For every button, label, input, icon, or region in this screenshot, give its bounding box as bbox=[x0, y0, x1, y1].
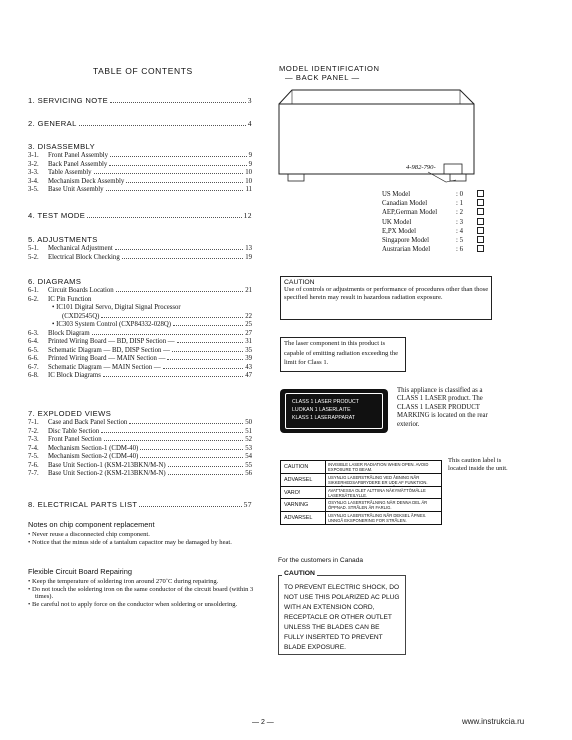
toc-entry-text: Printed Wiring Board — MAIN Section — bbox=[48, 355, 166, 362]
toc-entry bbox=[28, 169, 252, 178]
toc-entry-number: 7-7. bbox=[28, 470, 39, 477]
toc-entry bbox=[28, 436, 252, 445]
toc-entry-text: • IC101 Digital Servo, Digital Signal Processor bbox=[52, 304, 181, 311]
flex-notes-list bbox=[28, 578, 256, 608]
canada-heading: For the customers in Canada bbox=[278, 557, 364, 564]
laser-label-lines bbox=[292, 398, 359, 422]
toc-entry-number: 6-8. bbox=[28, 372, 39, 379]
toc-section-5-list bbox=[28, 245, 252, 262]
laser-label-line: KLASS 1 LASERAPPARAT bbox=[292, 415, 355, 421]
toc-entry-number: 3-3. bbox=[28, 169, 39, 176]
warning-label-text: USYNLIG LASERSTRÅLING NÅR DEKSEL ÅPNES. UNNGÅ EKSPONERING FOR STRÅLEN. bbox=[328, 512, 427, 523]
model-row bbox=[382, 208, 484, 217]
toc-entry-text: Mechanism Deck Assembly bbox=[48, 177, 125, 185]
model-code: : 2 bbox=[456, 209, 463, 217]
toc-entry-text: Base Unit Section-1 (KSM-213BKN/M-N) bbox=[48, 461, 166, 469]
toc-entry bbox=[28, 245, 252, 254]
toc-entry-text: Mechanical Adjustment bbox=[48, 245, 113, 252]
model-name: Canadian Model bbox=[382, 200, 428, 208]
toc-entry-text: Printed Wiring Board — BD, DISP Section — bbox=[48, 338, 175, 345]
note-item: • Never reuse a disconnected chip component. bbox=[28, 531, 150, 538]
dot-leader bbox=[163, 368, 244, 369]
toc-entry-page: 39 bbox=[245, 355, 252, 362]
checkbox-square-icon bbox=[477, 199, 484, 206]
laser-component-box bbox=[280, 337, 406, 372]
note-item: • Keep the temperature of soldering iron around 270˚C during repairing. bbox=[28, 578, 219, 585]
toc-title: TABLE OF CONTENTS bbox=[93, 66, 193, 76]
toc-entry-number: 3-1. bbox=[28, 152, 39, 159]
dot-leader bbox=[177, 342, 244, 343]
warning-label-row bbox=[281, 511, 441, 524]
toc-entry-number: 3-2. bbox=[28, 160, 39, 168]
model-row bbox=[382, 199, 484, 208]
class1-laser-label bbox=[280, 389, 388, 433]
toc-section-5-title: 5. ADJUSTMENTS bbox=[28, 235, 98, 244]
toc-section-6-title: 6. DIAGRAMS bbox=[28, 277, 82, 286]
toc-page: 12 bbox=[243, 211, 252, 220]
toc-entry-text: Mechanism Section-2 (CDM-40) bbox=[48, 453, 139, 460]
toc-section-8 bbox=[28, 501, 252, 510]
dot-leader bbox=[110, 156, 247, 157]
warning-label-heading: ADVARSEL bbox=[284, 514, 313, 521]
toc-entry bbox=[28, 419, 252, 428]
model-row bbox=[382, 236, 484, 245]
toc-section-title: 1. SERVICING NOTE bbox=[28, 96, 109, 105]
toc-entry-text: Electrical Block Checking bbox=[48, 253, 120, 261]
dot-leader bbox=[94, 173, 244, 174]
toc-entry bbox=[28, 364, 252, 373]
note-item: • Do not touch the soldering iron on the same conductor of the circuit board (within 3 times). bbox=[28, 585, 254, 601]
laser-component-text: The laser component in this product is capable of emitting radiation exceeding the limit for Class 1. bbox=[284, 340, 399, 367]
toc-entry-number: 6-7. bbox=[28, 363, 39, 371]
chip-notes-title: Notes on chip component replacement bbox=[28, 520, 155, 529]
toc-entry-text: Front Panel Section bbox=[48, 436, 102, 443]
warning-label-divider bbox=[325, 461, 326, 473]
toc-entry-text: Schematic Diagram — BD, DISP Section — bbox=[48, 346, 170, 354]
toc-entry-page: 50 bbox=[245, 419, 252, 426]
dot-leader bbox=[140, 457, 243, 458]
caution-box-title: CAUTION bbox=[284, 279, 315, 286]
toc-section-1 bbox=[28, 97, 252, 106]
toc-entry-number: 6-1. bbox=[28, 287, 39, 294]
warning-label-row bbox=[281, 473, 441, 486]
toc-entry bbox=[28, 313, 252, 322]
toc-entry-number: 6-4. bbox=[28, 338, 39, 345]
toc-entry bbox=[28, 161, 252, 170]
toc-entry bbox=[28, 462, 252, 471]
toc-entry-text: (CXD2545Q) bbox=[62, 312, 100, 320]
laser-label-line: CLASS 1 LASER PRODUCT bbox=[292, 399, 359, 405]
toc-entry bbox=[28, 338, 252, 347]
checkbox-square-icon bbox=[477, 190, 484, 197]
toc-entry-page: 55 bbox=[245, 461, 252, 469]
checkbox-square-icon bbox=[477, 227, 484, 234]
model-name: US Model bbox=[382, 191, 411, 198]
toc-entry-page: 27 bbox=[245, 329, 252, 337]
toc-entry bbox=[28, 296, 252, 305]
toc-page: 4 bbox=[247, 119, 252, 128]
toc-entry-number: 7-5. bbox=[28, 453, 39, 460]
toc-section-6-list bbox=[28, 287, 252, 381]
toc-entry-page: 53 bbox=[245, 444, 252, 452]
toc-entry-page: 31 bbox=[245, 338, 252, 345]
model-row bbox=[382, 227, 484, 236]
toc-entry-text: Table Assembly bbox=[48, 169, 92, 176]
model-name: Austrarian Model bbox=[382, 246, 431, 254]
toc-entry-number: 5-2. bbox=[28, 253, 39, 261]
warning-label-heading: CAUTION bbox=[284, 464, 309, 470]
toc-entry-page: 52 bbox=[245, 436, 252, 443]
canada-caution-title: CAUTION bbox=[284, 570, 315, 577]
dot-leader bbox=[126, 182, 243, 183]
toc-entry-page: 47 bbox=[245, 372, 252, 379]
dot-leader bbox=[115, 249, 243, 250]
back-panel-drawing bbox=[278, 84, 478, 194]
toc-entry-number: 3-5. bbox=[28, 186, 39, 193]
dot-leader bbox=[140, 449, 243, 450]
checkbox-square-icon bbox=[477, 245, 484, 252]
toc-entry-text: IC Pin Function bbox=[48, 295, 92, 303]
toc-entry-page: 35 bbox=[245, 346, 252, 354]
warning-label-row bbox=[281, 461, 441, 473]
model-code: : 1 bbox=[456, 200, 463, 208]
dot-leader bbox=[103, 376, 243, 377]
dot-leader bbox=[167, 359, 243, 360]
toc-entry-page: 9 bbox=[248, 152, 252, 159]
dot-leader bbox=[101, 317, 243, 318]
toc-section-7-title: 7. EXPLODED VIEWS bbox=[28, 409, 112, 418]
toc-entry-number: 5-1. bbox=[28, 245, 39, 252]
model-name: Singapore Model bbox=[382, 236, 430, 244]
toc-page: 57 bbox=[243, 500, 252, 509]
toc-entry-text: Circuit Boards Location bbox=[48, 287, 114, 294]
toc-page: 3 bbox=[247, 96, 252, 105]
warning-label-divider bbox=[325, 512, 326, 524]
caution-box bbox=[280, 276, 492, 320]
toc-entry-text: Case and Back Panel Section bbox=[48, 419, 128, 426]
toc-section-4 bbox=[28, 212, 252, 221]
toc-entry-number: 7-6. bbox=[28, 461, 39, 469]
model-code: : 3 bbox=[456, 218, 463, 226]
warning-label-caption: This caution label is located inside the unit. bbox=[448, 457, 508, 473]
toc-section-2 bbox=[28, 120, 252, 129]
model-row bbox=[382, 190, 484, 199]
toc-entry-page: 54 bbox=[245, 453, 252, 460]
warning-label-text: OSYNLIG LASERSTRÅLNING NÄR DENNA DEL ÄR ÖPPNAD. STRÅLEN ÄR FARLIG. bbox=[328, 500, 428, 511]
canada-caution-box bbox=[278, 570, 406, 655]
dot-leader bbox=[101, 432, 243, 433]
toc-entry-number: 6-3. bbox=[28, 329, 39, 337]
dot-leader bbox=[172, 351, 243, 352]
dot-leader bbox=[109, 165, 246, 166]
warning-label-text: INVISIBLE LASER RADIATION WHEN OPEN. AVOID EXPOSURE TO BEAM. bbox=[328, 462, 429, 472]
toc-entry bbox=[28, 186, 252, 195]
dot-leader bbox=[122, 258, 243, 259]
toc-section-7-list bbox=[28, 419, 252, 479]
toc-entry-page: 10 bbox=[245, 169, 252, 176]
toc-entry-page: 56 bbox=[245, 470, 252, 477]
chip-notes-list bbox=[28, 531, 256, 546]
toc-entry bbox=[28, 445, 252, 454]
warning-label-row bbox=[281, 498, 441, 511]
warning-label-text: AVATTAESSA OLET ALTTIINA NÄKYMÄTTÖMÄLLE LASERSÄTEILYLLE. bbox=[328, 487, 426, 498]
model-code: : 5 bbox=[456, 236, 463, 244]
warning-label-heading: VARNING bbox=[284, 502, 309, 509]
laser-warning-label bbox=[280, 460, 442, 525]
dot-leader bbox=[129, 423, 243, 424]
warning-label-heading: ADVARSEL bbox=[284, 477, 313, 484]
toc-entry-text: Disc Table Section bbox=[48, 427, 100, 435]
toc-entry bbox=[28, 470, 252, 479]
dot-leader bbox=[104, 440, 244, 441]
note-item: • Notice that the minus side of a tantalum capacitor may be damaged by heat. bbox=[28, 538, 232, 546]
toc-entry-text: Back Panel Assembly bbox=[48, 160, 108, 168]
part-number: 4-982-790- bbox=[406, 164, 436, 171]
toc-entry-text: IC Block Diagrams bbox=[48, 372, 101, 379]
toc-entry-page: 25 bbox=[245, 321, 252, 328]
model-id-subtitle: — BACK PANEL — bbox=[285, 73, 360, 82]
toc-entry-text: Base Unit Section-2 (KSM-213BKN/M-N) bbox=[48, 470, 166, 477]
toc-entry bbox=[28, 453, 252, 462]
toc-entry-number: 6-5. bbox=[28, 346, 39, 354]
toc-entry-number: 6-2. bbox=[28, 295, 39, 303]
dot-leader bbox=[168, 466, 244, 467]
toc-entry-page: 13 bbox=[245, 245, 252, 252]
toc-entry-number: 7-1. bbox=[28, 419, 39, 426]
toc-entry bbox=[28, 152, 252, 161]
toc-entry-text: Front Panel Assembly bbox=[48, 152, 109, 159]
dot-leader bbox=[173, 325, 243, 326]
toc-entry bbox=[28, 355, 252, 364]
checkbox-square-icon bbox=[477, 208, 484, 215]
model-id-title: MODEL IDENTIFICATION bbox=[279, 64, 380, 73]
toc-entry-page: 9 bbox=[248, 160, 252, 168]
toc-entry-page: 11 bbox=[245, 186, 252, 193]
dot-leader bbox=[168, 474, 244, 475]
dot-leader bbox=[116, 291, 244, 292]
toc-entry bbox=[28, 321, 252, 330]
toc-section-3-list bbox=[28, 152, 252, 195]
toc-entry-number: 3-4. bbox=[28, 177, 39, 185]
toc-entry bbox=[28, 304, 252, 313]
warning-label-text: USYNLIG LASERSTRÅLING VED ÅBNING NÅR SIKKERHEDSAFBRYDERE ER UDE AF FUNKTION. bbox=[328, 475, 428, 486]
toc-entry-page: 10 bbox=[245, 177, 252, 185]
toc-section-title: 8. ELECTRICAL PARTS LIST bbox=[28, 500, 138, 509]
model-name: E,PX Model bbox=[382, 227, 416, 235]
model-code: : 4 bbox=[456, 227, 463, 235]
toc-entry bbox=[28, 428, 252, 437]
toc-entry-text: Base Unit Assembly bbox=[48, 186, 104, 193]
model-name: UK Model bbox=[382, 218, 412, 226]
toc-section-title: 2. GENERAL bbox=[28, 119, 77, 128]
toc-entry-number: 7-4. bbox=[28, 444, 39, 452]
model-code: : 0 bbox=[456, 191, 463, 198]
warning-label-heading: VARO! bbox=[284, 489, 301, 496]
warning-label-row bbox=[281, 486, 441, 499]
checkbox-square-icon bbox=[477, 218, 484, 225]
toc-entry-page: 51 bbox=[245, 427, 252, 435]
toc-entry-number: 6-6. bbox=[28, 355, 39, 362]
watermark-link[interactable]: www.instrukcia.ru bbox=[462, 717, 525, 726]
model-row bbox=[382, 245, 484, 254]
flex-notes-title: Flexible Circuit Board Repairing bbox=[28, 567, 132, 576]
toc-entry-page: 43 bbox=[245, 363, 252, 371]
checkbox-square-icon bbox=[477, 236, 484, 243]
model-name: AEP,German Model bbox=[382, 209, 438, 217]
toc-entry-text: • IC303 System Control (CXP84332-028Q) bbox=[52, 321, 172, 328]
toc-entry-page: 22 bbox=[245, 312, 252, 320]
note-item: • Be careful not to apply force on the conductor when soldering or unsoldering. bbox=[28, 600, 238, 608]
toc-section-title: 4. TEST MODE bbox=[28, 211, 86, 220]
toc-entry-number: 7-3. bbox=[28, 436, 39, 443]
toc-entry-text: Mechanism Section-1 (CDM-40) bbox=[48, 444, 139, 452]
laser-label-line: LUOKAN 1 LASERLAITE bbox=[292, 407, 351, 413]
caution-box-text: Use of controls or adjustments or performance of procedures other than those specified herein may result in hazardous radiation exposure. bbox=[284, 286, 489, 302]
toc-entry-page: 21 bbox=[245, 287, 252, 294]
toc-entry-text: Schematic Diagram — MAIN Section — bbox=[48, 363, 161, 371]
toc-entry bbox=[28, 330, 252, 339]
toc-entry bbox=[28, 372, 252, 381]
toc-entry bbox=[28, 287, 252, 296]
model-row bbox=[382, 218, 484, 227]
dot-leader bbox=[106, 190, 244, 191]
toc-entry-number: 7-2. bbox=[28, 427, 39, 435]
model-list bbox=[382, 190, 484, 254]
dot-leader bbox=[92, 334, 243, 335]
page-number: — 2 — bbox=[252, 719, 274, 726]
laser-label-caption: This appliance is classified as a CLASS 1 LASER product. The CLASS 1 LASER PRODUCT MARKING is located on the rear exterior. bbox=[397, 387, 488, 428]
toc-entry bbox=[28, 347, 252, 356]
toc-entry bbox=[28, 254, 252, 263]
model-code: : 6 bbox=[456, 246, 463, 254]
toc-entry bbox=[28, 178, 252, 187]
canada-caution-text: TO PREVENT ELECTRIC SHOCK, DO NOT USE THIS POLARIZED AC PLUG WITH AN EXTENSION CORD, RECEPTACLE OR OTHER OUTLET UNLESS THE BLADES CAN BE FULLY INSERTED TO PREVENT BLADE EXPOSURE. bbox=[284, 584, 400, 651]
toc-section-3-title: 3. DISASSEMBLY bbox=[28, 142, 96, 151]
toc-entry-page: 19 bbox=[245, 253, 252, 261]
toc-entry-text: Block Diagram bbox=[48, 329, 90, 337]
